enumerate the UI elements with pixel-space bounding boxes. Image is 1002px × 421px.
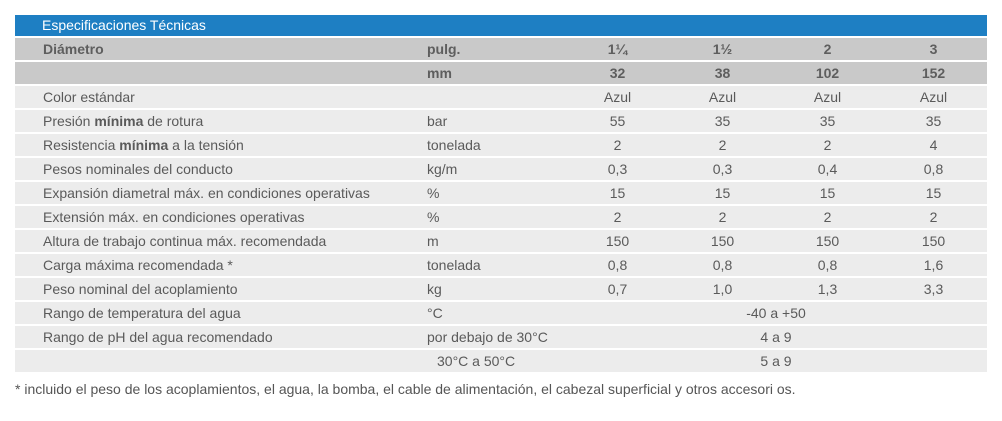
value-cell: 102 (775, 62, 880, 84)
unit-cell: bar (415, 110, 565, 132)
diameter-label: Diámetro (15, 38, 415, 60)
table-row (15, 254, 987, 276)
row-label (15, 278, 415, 300)
value-cell: 38 (670, 62, 775, 84)
value-cell: 5 a 9 (565, 350, 987, 372)
value-cell: 2 (565, 134, 670, 156)
row-label-text: Resistencia (43, 137, 120, 153)
value-cell: 1,0 (670, 278, 775, 300)
value-cell: 35 (880, 110, 987, 132)
row-label (15, 86, 415, 108)
value-cell: 150 (670, 230, 775, 252)
row-label (15, 230, 415, 252)
value-cell: 152 (880, 62, 987, 84)
value-cell: 0,8 (775, 254, 880, 276)
row-label (15, 254, 415, 276)
value-cell: 0,3 (670, 158, 775, 180)
table-row (15, 86, 987, 108)
row-label: Rango de pH del agua recomendado (15, 326, 415, 348)
value-cell: Azul (880, 86, 987, 108)
row-label-text: Color estándar (43, 89, 135, 105)
value-cell: 0,4 (775, 158, 880, 180)
row-label-text: Altura de trabajo continua máx. recomendada (43, 233, 327, 249)
table-row (15, 158, 987, 180)
value-cell: 2 (775, 206, 880, 228)
table-row (15, 182, 987, 204)
value-cell: 4 a 9 (565, 326, 987, 348)
unit-cell: 30°C a 50°C (415, 350, 565, 372)
value-cell: 15 (565, 182, 670, 204)
value-cell: 3 (880, 38, 987, 60)
value-cell: 2 (775, 38, 880, 60)
table-row (15, 230, 987, 252)
value-cell: 2 (880, 206, 987, 228)
unit-cell: m (415, 230, 565, 252)
unit-cell: pulg. (415, 38, 565, 60)
unit-cell (415, 86, 565, 108)
row-label (15, 182, 415, 204)
temperature-row (15, 302, 987, 324)
footnote: * incluido el peso de los acoplamientos, el agua, la bomba, el cable de alimentación, el cabezal superficial y otros accesori os. (15, 381, 796, 397)
value-cell: 15 (670, 182, 775, 204)
row-label-emphasis: mínima (119, 137, 169, 153)
value-cell: 150 (565, 230, 670, 252)
ph-row-high (15, 350, 987, 372)
row-label-text: Peso nominal del acoplamiento (43, 281, 238, 297)
table-row (15, 110, 987, 132)
unit-cell: % (415, 182, 565, 204)
row-label-text: Carga máxima recomendada * (43, 257, 233, 273)
value-cell: 0,7 (565, 278, 670, 300)
unit-cell: % (415, 206, 565, 228)
value-cell: 0,8 (565, 254, 670, 276)
unit-cell: kg/m (415, 158, 565, 180)
value-cell: 0,8 (670, 254, 775, 276)
value-cell: 0,8 (880, 158, 987, 180)
value-cell: 150 (775, 230, 880, 252)
value-cell: 35 (670, 110, 775, 132)
header-empty-label (15, 62, 415, 84)
value-cell: 15 (880, 182, 987, 204)
value-cell: 4 (880, 134, 987, 156)
header-row-mm (15, 62, 987, 84)
spec-table-container (15, 15, 987, 374)
value-cell: 35 (775, 110, 880, 132)
row-label-text: Pesos nominales del conducto (43, 161, 233, 177)
header-row-inches (15, 38, 987, 60)
value-cell: 2 (670, 206, 775, 228)
unit-cell: por debajo de 30°C (415, 326, 565, 348)
value-cell: 1,3 (775, 278, 880, 300)
value-cell: Azul (670, 86, 775, 108)
row-label-text: Presión (43, 113, 95, 129)
row-label-empty (15, 350, 415, 372)
value-cell: -40 a +50 (565, 302, 987, 324)
unit-cell: tonelada (415, 134, 565, 156)
value-cell: 2 (565, 206, 670, 228)
value-cell: 3,3 (880, 278, 987, 300)
value-cell: 150 (880, 230, 987, 252)
unit-cell: °C (415, 302, 565, 324)
unit-cell: kg (415, 278, 565, 300)
value-cell: 32 (565, 62, 670, 84)
value-cell: 55 (565, 110, 670, 132)
ph-row-low (15, 326, 987, 348)
row-label-text: Extensión máx. en condiciones operativas (43, 209, 305, 225)
value-cell: Azul (775, 86, 880, 108)
value-cell: 2 (670, 134, 775, 156)
table-row (15, 134, 987, 156)
row-label-text: Expansión diametral máx. en condiciones operativas (43, 185, 370, 201)
row-label-emphasis: mínima (94, 113, 144, 129)
row-label (15, 158, 415, 180)
value-cell: 1¼ (565, 38, 670, 60)
value-cell: 15 (775, 182, 880, 204)
value-cell: 1½ (670, 38, 775, 60)
unit-cell: tonelada (415, 254, 565, 276)
row-label (15, 134, 415, 156)
row-label (15, 110, 415, 132)
value-cell: Azul (565, 86, 670, 108)
row-label: Rango de temperatura del agua (15, 302, 415, 324)
unit-cell: mm (415, 62, 565, 84)
table-title: Especificaciones Técnicas (15, 15, 987, 36)
table-row (15, 206, 987, 228)
value-cell: 1,6 (880, 254, 987, 276)
row-label-text: a la tensión (168, 137, 244, 153)
value-cell: 0,3 (565, 158, 670, 180)
table-row (15, 278, 987, 300)
spec-table (15, 36, 987, 374)
value-cell: 2 (775, 134, 880, 156)
row-label (15, 206, 415, 228)
row-label-text: de rotura (143, 113, 204, 129)
